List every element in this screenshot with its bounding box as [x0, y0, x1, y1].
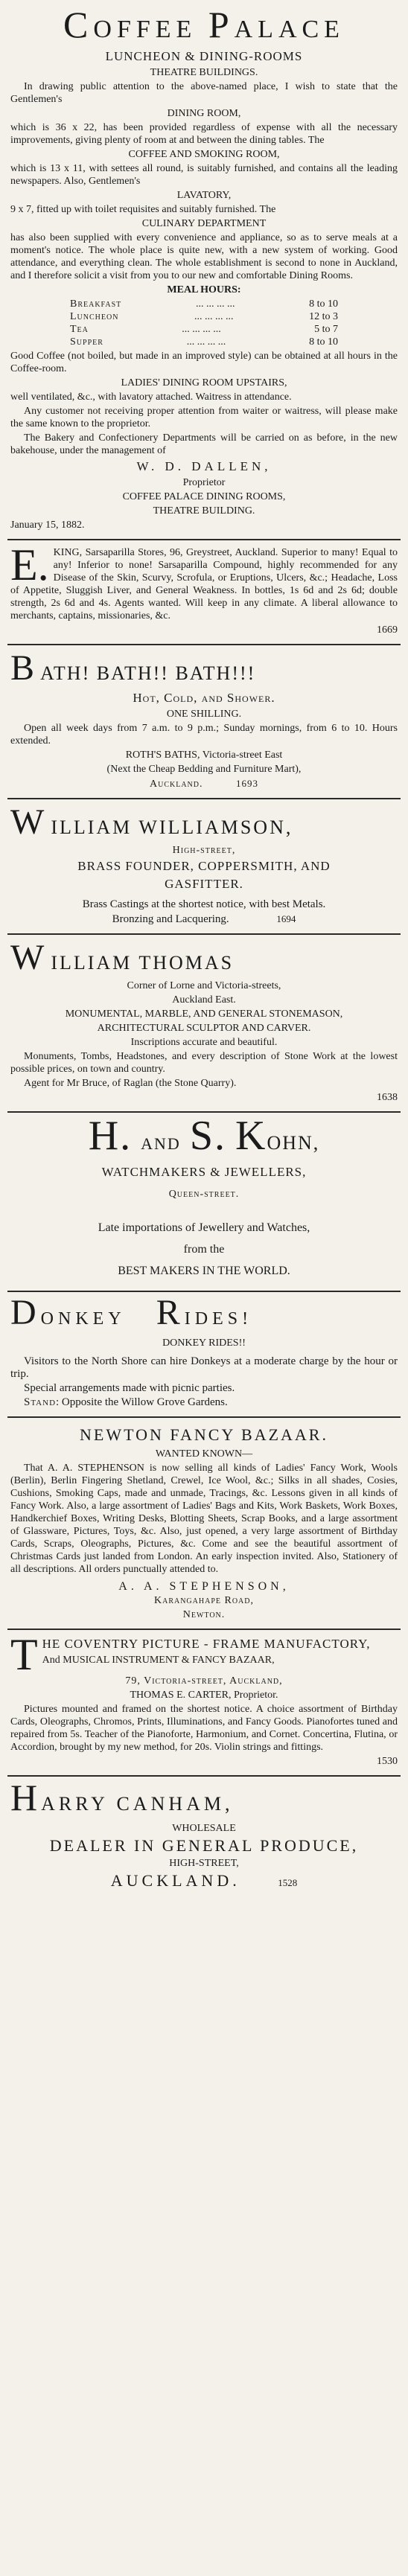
- donkey-text-2: Special arrangements made with picnic parties.: [24, 1382, 235, 1394]
- coventry-owner: THOMAS E. CARTER, Proprietor.: [130, 1690, 278, 1701]
- drop-cap: E.: [10, 540, 49, 589]
- bath-subtitle: Hot, Cold, and Shower.: [133, 691, 275, 705]
- williamson-title: [10, 804, 398, 843]
- meal-row: [70, 336, 338, 348]
- canham-city: [10, 1871, 398, 1893]
- canham-ad: [7, 1777, 401, 1900]
- drop-cap: H: [10, 1777, 42, 1818]
- meal-name: Luncheon: [70, 311, 119, 322]
- proprietor-name: W. D. DALLEN,: [136, 459, 272, 473]
- title-initial: C: [63, 4, 94, 45]
- ad-number: 1528: [278, 1877, 298, 1888]
- williamson-text-2: [10, 913, 398, 926]
- newton-wanted: WANTED KNOWN—: [155, 1448, 253, 1460]
- proprietor-place: COFFEE PALACE DINING ROOMS,: [122, 491, 286, 502]
- williamson-text: Brass Castings at the shortest notice, with best Metals.: [82, 898, 326, 910]
- thomas-text: Inscriptions accurate and beautiful.: [130, 1037, 278, 1048]
- bath-title-text: ATH! BATH!! BATH!!!: [40, 662, 256, 684]
- meal-time: 8 to 10: [309, 336, 338, 348]
- williamson-trade: BRASS FOUNDER, COPPERSMITH, AND: [77, 859, 331, 873]
- culinary-heading: CULINARY DEPARTMENT: [141, 218, 267, 229]
- newton-name: A. A. STEPHENSON,: [118, 1580, 290, 1593]
- coffee-note: Good Coffee (not boiled, but made in an improved style) can be obtained at all hours in the Coffee-room.: [10, 351, 398, 374]
- drop-cap: W: [10, 938, 47, 977]
- culinary-text: has also been supplied with every convenience and appliance, so as to serve meals at a moment's notice. The whole place is quite new, with a new system of working. Good attendance, and everything clean. The whole establishment is second to none in Auckland, and I therefore solicit a visit from you to our new and comfortable Dining Rooms.: [10, 232, 398, 281]
- title-word: ALACE: [234, 16, 345, 43]
- meal-time: 5 to 7: [314, 324, 338, 335]
- kohn-name: OHN,: [267, 1132, 320, 1154]
- drop-cap: B: [10, 648, 36, 688]
- coffee-palace-title: [10, 4, 398, 45]
- canham-city-text: AUCKLAND.: [110, 1871, 240, 1890]
- dining-room-heading: DINING ROOM,: [167, 108, 241, 119]
- donkey-subtitle: DONKEY RIDES!!: [162, 1337, 246, 1349]
- meal-name: Tea: [70, 324, 89, 335]
- meal-row: [70, 323, 338, 336]
- kohn-initial: H.: [88, 1113, 133, 1159]
- stand-label: Stand: [24, 1396, 57, 1408]
- newton-title: NEWTON FANCY BAZAAR.: [80, 1425, 328, 1444]
- bath-price: ONE SHILLING.: [166, 709, 242, 720]
- kohn-text: Late importations of Jewellery and Watches,: [98, 1221, 310, 1234]
- williamson-text-2-line: Bronzing and Lacquering.: [112, 913, 229, 925]
- ad-number: 1669: [377, 624, 398, 636]
- kohn-text-2: from the: [183, 1243, 225, 1256]
- proprietor-place-2: THEATRE BUILDING.: [153, 505, 255, 517]
- drop-cap: R: [156, 1293, 185, 1332]
- ad-number: 1694: [276, 913, 296, 924]
- meal-time: 12 to 3: [309, 311, 338, 322]
- meal-hours-table: [70, 298, 338, 348]
- newton-bazaar-ad: [7, 1418, 401, 1630]
- meal-name: Supper: [70, 336, 103, 348]
- coventry-line-2: And MUSICAL INSTRUMENT & FANCY BAZAAR,: [42, 1655, 275, 1666]
- kohn-and: AND: [141, 1134, 181, 1153]
- bath-title: [10, 650, 398, 688]
- canham-trade: DEALER IN GENERAL PRODUCE,: [49, 1836, 359, 1855]
- meal-row: [70, 298, 338, 310]
- meal-dots: ... ... ... ...: [195, 298, 235, 310]
- canham-street: HIGH-STREET,: [169, 1858, 239, 1869]
- kohn-ad: [7, 1113, 401, 1292]
- newspaper-column: [7, 0, 401, 1900]
- donkey-title-text: IDES!: [184, 1309, 253, 1329]
- stand-text: : Opposite the Willow Grove Gardens.: [56, 1396, 228, 1408]
- thomas-trade: MONUMENTAL, MARBLE, AND GENERAL STONEMASON,: [65, 1009, 343, 1020]
- title-word: OFFEE: [93, 16, 197, 43]
- kohn-text-3: BEST MAKERS IN THE WORLD.: [118, 1265, 290, 1277]
- meal-dots: ... ... ... ...: [186, 336, 226, 348]
- williamson-ad: [7, 799, 401, 935]
- coffee-palace-subtitle: LUNCHEON & DINING-ROOMS: [105, 49, 303, 63]
- canham-sub: WHOLESALE: [172, 1823, 236, 1834]
- meal-time: 8 to 10: [309, 298, 338, 310]
- donkey-text: Visitors to the North Shore can hire Donkeys at a moderate charge by the hour or trip.: [10, 1355, 398, 1380]
- thomas-addr-2: Auckland East.: [172, 994, 236, 1006]
- meal-name: Breakfast: [70, 298, 122, 310]
- coffee-palace-intro: In drawing public attention to the above-named place, I wish to state that the Gentlemen's: [10, 81, 398, 105]
- bath-city-text: Auckland.: [150, 779, 203, 790]
- king-text: KING, Sarsaparilla Stores, 96, Greystreet, Auckland. Superior to many! Equal to any! Inferior to none! Sarsaparilla Compound, highly recommended for any Disease of the Skin, Scurvy, Scrofula, or Eruptions, Ulcers, &c.; Headache, Loss of Appetite, Sluggish Liver, and General Weakness. In bottles, 1s 6d and 2s 6d; double strength, 2s 6d and 4s. Agents wanted. Will keep in any climate. A liberal allowance to merchants, captains, missionaries, &c.: [10, 547, 398, 621]
- williamson-title-text: ILLIAM WILLIAMSON,: [51, 816, 293, 838]
- thomas-ad: [7, 935, 401, 1113]
- smoking-room-heading: COFFEE AND SMOKING ROOM,: [128, 149, 280, 160]
- thomas-addr: Corner of Lorne and Victoria-streets,: [127, 980, 281, 991]
- meal-row: [70, 310, 338, 323]
- donkey-title-text: ONKEY: [40, 1309, 125, 1329]
- coffee-palace-location: THEATRE BUILDINGS.: [150, 67, 258, 78]
- ladies-room-text: well ventilated, &c., with lavatory attached. Waitress in attendance.: [10, 391, 292, 403]
- coffee-palace-ad: [7, 4, 401, 540]
- ad-number: 1638: [377, 1092, 398, 1103]
- newton-text: That A. A. STEPHENSON is now selling all kinds of Ladies' Fancy Work, Wools (Berlin), Berlin Fingering Shetland, Crewel, Ice Wool, &c.; Silks in all shades, Cosies, Cushions, Smoking Caps, made and unmade, Tracings, &c. Lessons given in all kinds of Fancy Work. Also, a large assortment of Ladies' Bags and Kits, Work Baskets, Work Boxes, Handkerchief Boxes, Writing Desks, Blotting Sheets, Scrap Books, and a large assortment of Glassware, Pictures, Toys, &c. Also, just opened, a very large assortment of Birthday Cards, Scraps, Oleographs, Pictures, &c. Come and see the beautiful assortment of Christmas Cards just landed from London. An early inspection invited. Also, Stationery of all descriptions. All orders punctually attended to.: [10, 1463, 398, 1575]
- kohn-initial: S.: [189, 1113, 226, 1159]
- ad-date: January 15, 1882.: [10, 520, 85, 531]
- lavatory-heading: LAVATORY,: [176, 190, 232, 201]
- dining-room-text: which is 36 x 22, has been provided regardless of expense with all the necessary improvements, giving plenty of room at and between the dining tables. The: [10, 122, 398, 146]
- donkey-rides-ad: [7, 1292, 401, 1418]
- kohn-title: [10, 1113, 398, 1163]
- bakery-text: The Bakery and Confectionery Departments will be carried on as before, in the new bakehouse, under the management of: [10, 432, 398, 456]
- canham-title-text: ARRY CANHAM,: [41, 1793, 234, 1815]
- donkey-title: [10, 1293, 398, 1335]
- ad-number: 1530: [377, 1756, 398, 1767]
- coventry-text: Pictures mounted and framed on the shortest notice. A choice assortment of Birthday Cards, Oleographs, Chromos, Prints, Illuminations, and Fancy Goods. Pianofortes tuned and repaired from 5s. Teacher of the Pianoforte, Harmonium, and Cornet. Concertina, Flutina, or Accordion, brought by my new method, for 20s. Violin strings and fittings.: [10, 1704, 398, 1753]
- thomas-text-2: Monuments, Tombs, Headstones, and every description of Stone Work at the lowest possible prices, on town and country.: [10, 1051, 398, 1075]
- bath-note: (Next the Cheap Bedding and Furniture Mart),: [106, 764, 302, 775]
- thomas-text-3: Agent for Mr Bruce, of Raglan (the Stone Quarry).: [24, 1078, 237, 1089]
- king-sarsaparilla-ad: [7, 540, 401, 645]
- bath-hours: Open all week days from 7 a.m. to 9 p.m.; Sunday mornings, from 6 to 10. Hours extended.: [10, 723, 398, 747]
- bath-ad: [7, 645, 401, 799]
- meal-hours-heading: MEAL HOURS:: [167, 284, 241, 295]
- kohn-trade: WATCHMAKERS & JEWELLERS,: [101, 1165, 307, 1179]
- kohn-initial: K: [235, 1113, 267, 1159]
- williamson-street: High-street,: [172, 845, 236, 856]
- title-initial: P: [208, 4, 235, 45]
- newton-addr: Karangahape Road,: [153, 1595, 254, 1606]
- coventry-ad: [7, 1630, 401, 1777]
- meal-dots: ... ... ... ...: [194, 311, 234, 322]
- drop-cap: W: [10, 802, 47, 842]
- canham-title: [10, 1777, 398, 1821]
- donkey-stand: [10, 1396, 398, 1409]
- meal-dots: ... ... ... ...: [182, 324, 221, 335]
- ladies-room-heading: LADIES' DINING ROOM UPSTAIRS,: [121, 377, 287, 389]
- kohn-street: Queen-street.: [168, 1189, 240, 1200]
- smoking-room-text: which is 13 x 11, with settees all round, is suitably furnished, and contains all the leading newspapers. Also, Gentlemen's: [10, 163, 398, 187]
- coventry-addr: 79, Victoria-street, Auckland,: [125, 1675, 283, 1687]
- newton-city: Newton.: [182, 1609, 226, 1620]
- thomas-title: [10, 939, 398, 978]
- coventry-line: HE COVENTRY PICTURE - FRAME MANUFACTORY,: [42, 1637, 371, 1651]
- thomas-title-text: ILLIAM THOMAS: [51, 952, 235, 974]
- bath-name: ROTH'S BATHS, Victoria-street East: [125, 750, 283, 761]
- thomas-trade-2: ARCHITECTURAL SCULPTOR AND CARVER.: [97, 1023, 311, 1034]
- proprietor-role: Proprietor: [182, 477, 226, 488]
- drop-cap: D: [10, 1293, 41, 1332]
- bath-city: [10, 777, 398, 790]
- lavatory-text: 9 x 7, fitted up with toilet requisites and suitably furnished. The: [10, 204, 276, 215]
- drop-cap: T: [10, 1630, 38, 1679]
- complaint-text: Any customer not receiving proper attention from waiter or waitress, will please make the same known to the proprietor.: [10, 406, 398, 429]
- williamson-trade-2: GASFITTER.: [165, 877, 243, 891]
- ad-number: 1693: [236, 778, 258, 789]
